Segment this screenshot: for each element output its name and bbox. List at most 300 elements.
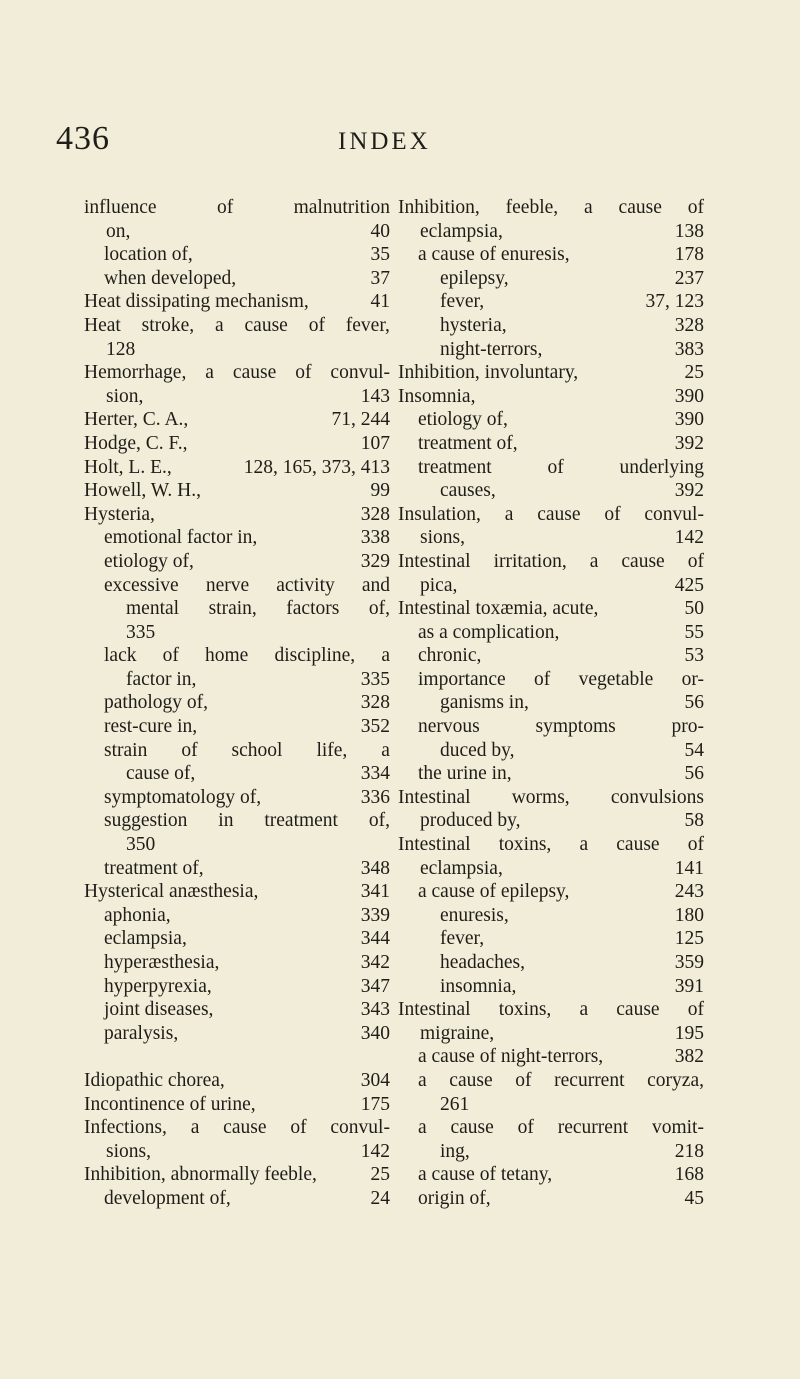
entry-text: eclampsia, [420,857,503,879]
entry-word: of [181,739,198,761]
entry-page-ref: 175 [360,1093,390,1115]
entry-page-ref: 99 [370,480,390,502]
entry-line [418,975,704,999]
entry-text: Herter, C. A., [84,409,189,431]
index-entry [398,196,704,243]
entry-line [104,550,390,574]
entry-word: activity [276,574,335,596]
index-entry [84,432,390,456]
entry-line [84,503,390,527]
entry-line [104,243,390,267]
entry-word: of [687,999,704,1021]
index-subentry [84,715,390,739]
entry-text: a cause of enuresis, [418,244,570,266]
entry-page-ref: 328 [360,503,390,525]
entry-line [84,385,390,409]
entry-text: etiology of, [418,409,508,431]
entry-word: malnutrition [293,197,390,218]
entry-page-ref: 143 [360,385,390,407]
entry-word: of [534,668,551,690]
index-subentry [398,1187,704,1211]
entry-line [84,456,390,480]
entry-word: Hemorrhage, [84,362,187,384]
entry-word: life, [316,739,348,761]
entry-line [84,338,390,362]
index-subentry [398,904,704,928]
entry-text: a cause of tetany, [418,1164,553,1186]
index-entry [398,385,704,409]
entry-word: underlying [619,456,704,478]
index-entry [398,597,704,621]
entry-page-ref: 243 [674,881,704,903]
entry-line [84,1093,390,1117]
entry-page-ref: 45 [684,1187,704,1209]
entry-line [104,809,390,833]
entry-page-ref: 237 [674,267,704,289]
entry-text: sions, [106,1140,151,1162]
entry-text: hyperpyrexia, [104,975,212,997]
entry-text: Incontinence of urine, [84,1093,256,1115]
entry-text: migraine, [420,1022,495,1044]
entry-line [84,220,390,244]
entry-page-ref: 347 [360,975,390,997]
entry-text: on, [106,220,131,242]
entry-word: Intestinal [398,786,471,808]
entry-line [84,290,390,314]
entry-word: a [381,645,390,667]
entry-word: toxins, [498,999,552,1021]
entry-text: hysteria, [440,314,507,336]
entry-word: toxins, [498,834,552,856]
index-subentry [84,786,390,810]
index-entry [84,1116,390,1163]
entry-word: cause [449,1069,493,1091]
entry-page-ref: 37, 123 [645,291,704,313]
entry-line [104,668,390,692]
entry-line [84,1069,390,1093]
entry-page-ref: 141 [674,857,704,879]
entry-page-ref: 54 [684,739,704,761]
entry-word: convul- [644,503,704,525]
entry-page-ref: 24 [370,1187,390,1209]
entry-page-ref: 338 [360,527,390,549]
entry-text: symptomatology of, [104,786,262,808]
index-entry [84,1093,390,1117]
right-index-column [398,196,704,1211]
entry-text: enuresis, [440,904,509,926]
entry-word: in [218,810,234,832]
entry-page-ref: 107 [360,432,390,454]
entry-text: insomnia, [440,975,517,997]
entry-word: of [515,1069,532,1091]
entry-line [418,408,704,432]
entry-word: cause [618,197,662,218]
entry-line [84,1140,390,1164]
index-entry [84,408,390,432]
entry-word: recurrent [554,1069,625,1091]
entry-text: Hysteria, [84,503,155,525]
entry-line [418,338,704,362]
entry-word: importance [418,668,506,690]
entry-page-ref: 138 [674,220,704,242]
entry-page-ref: 35 [370,244,390,266]
index-subentry [84,739,390,786]
entry-page-ref: 336 [360,786,390,808]
index-subentry [398,668,704,715]
entry-text: fever, [440,928,485,950]
entry-line [104,267,390,291]
entry-word: nervous [418,716,480,738]
index-entry [398,786,704,833]
index-subentry [84,574,390,645]
entry-page-ref: 71, 244 [331,409,390,431]
entry-page-ref: 328 [674,314,704,336]
entry-page-ref: 25 [370,1164,390,1186]
entry-word: or- [681,668,704,690]
entry-line [418,927,704,951]
entry-text: Insomnia, [398,385,476,407]
entry-line [418,456,704,480]
entry-page-ref: 343 [360,999,390,1021]
page-number: 436 [56,120,110,157]
entry-page-ref: 342 [360,952,390,973]
entry-line [104,762,390,786]
entry-page-ref: 41 [370,291,390,313]
entry-page-ref: 339 [360,904,390,926]
entry-word: Intestinal [398,834,471,856]
entry-page-ref: 340 [360,1022,390,1044]
entry-word: mental [126,598,180,620]
entry-text: treatment of, [104,857,204,879]
entry-word: recurrent [557,1117,629,1139]
entry-word: excessive [104,574,179,596]
entry-line [84,361,390,385]
entry-word: a [205,362,214,384]
index-entry [84,314,390,361]
entry-word: cause [223,1117,267,1139]
left-index-column [84,196,390,1211]
index-subentry [84,951,390,975]
index-entry [398,503,704,550]
index-subentry [84,1022,390,1046]
entry-word: cause [621,550,665,572]
entry-text: causes, [440,480,496,502]
entry-line [418,1045,704,1069]
index-subentry [398,290,704,314]
entry-text: eclampsia, [104,928,187,950]
entry-word: treatment [264,810,338,832]
entry-page-ref: 178 [674,244,704,266]
entry-word: a [584,197,593,218]
entry-line [418,762,704,786]
index-subentry [84,1187,390,1211]
entry-page-ref: 40 [370,220,390,242]
entry-page-ref: 329 [360,550,390,572]
entry-word: convulsions [610,786,704,808]
entry-word: a [504,503,514,525]
index-subentry [398,456,704,503]
index-subentry [84,526,390,550]
entry-word: a [579,834,589,856]
entry-page-ref: 53 [684,645,704,667]
entry-word: a [190,1117,200,1139]
entry-word: cause [616,834,660,856]
entry-gap [84,1045,390,1069]
entry-text: etiology of, [104,550,194,572]
entry-text: Inhibition, involuntary, [398,362,579,384]
entry-line [398,574,704,598]
index-subentry [398,951,704,975]
entry-text: as a complication, [418,621,560,643]
entry-word: factors [286,598,340,620]
entry-line [104,975,390,999]
entry-text: eclampsia, [420,220,503,242]
entry-text: location of, [104,244,193,266]
entry-text: Inhibition, abnormally feeble, [84,1164,317,1186]
entry-word: home [205,645,249,667]
entry-word: pro- [671,716,704,738]
entry-page-ref: 335 [360,668,390,690]
index-subentry [398,314,704,338]
entry-line [418,668,704,692]
entry-word: fever, [345,314,390,336]
entry-line [418,739,704,763]
index-subentry [398,644,704,668]
entry-text: Intestinal toxæmia, acute, [398,598,599,620]
entry-text: cause of, [126,763,196,785]
entry-word: strain, [208,598,257,620]
entry-line [84,880,390,904]
entry-word: of [162,645,179,667]
entry-word: stroke, [141,314,195,336]
entry-line [418,479,704,503]
entry-page-ref: 142 [674,527,704,549]
entry-line [104,1022,390,1046]
index-entry [84,479,390,503]
entry-text: sions, [420,527,465,549]
entry-word: and [361,574,390,596]
entry-page-ref: 348 [360,857,390,879]
entry-text: duced by, [440,739,515,761]
entry-page-ref: 390 [674,409,704,431]
index-entry [84,503,390,527]
entry-word: Inhibition, [398,197,480,218]
entry-line [84,408,390,432]
entry-word: of [687,197,704,218]
entry-word: a [589,550,599,572]
index-subentry [398,432,704,456]
entry-line [418,715,704,739]
index-subentry [398,715,704,762]
entry-page-ref: 128, 165, 373, 413 [243,456,390,478]
index-subentry [398,621,704,645]
entry-line [418,1116,704,1140]
entry-word: Insulation, [398,503,481,525]
entry-page-ref: 218 [674,1140,704,1162]
entry-line [398,786,704,810]
entry-text: joint diseases, [104,999,214,1021]
entry-word: cause [450,1117,494,1139]
index-entry [398,550,704,597]
entry-text: development of, [104,1187,231,1209]
entry-line [104,644,390,668]
index-subentry [398,1163,704,1187]
entry-text: a cause of epilepsy, [418,881,570,903]
entry-page-ref: 25 [684,362,704,384]
index-entry [84,880,390,904]
entry-text: pathology of, [104,692,208,714]
index-subentry [398,975,704,999]
entry-word: of [216,197,234,218]
entry-page-ref: 391 [674,975,704,997]
entry-text: sion, [106,385,144,407]
entry-page-ref: 56 [684,692,704,714]
entry-text: a cause of night-terrors, [418,1046,604,1068]
entry-word: convul- [330,1117,390,1139]
entry-line [398,597,704,621]
entry-text: Holt, L. E., [84,456,172,478]
entry-line [418,1187,704,1211]
entry-word: convul- [330,362,390,384]
entry-word: of [687,550,704,572]
entry-word: school [231,739,283,761]
entry-line [398,550,704,574]
entry-line [398,526,704,550]
entry-line [84,432,390,456]
running-head: INDEX [338,128,431,155]
entry-word: Infections, [84,1117,167,1139]
entry-text: night-terrors, [440,338,543,360]
entry-text: aphonia, [104,904,171,926]
entry-line [398,857,704,881]
index-subentry [398,243,704,267]
entry-page-ref: 390 [674,385,704,407]
entry-text: emotional factor in, [104,527,258,549]
entry-line [418,290,704,314]
entry-text: Idiopathic chorea, [84,1069,225,1091]
entry-word: lack [104,645,137,667]
entry-word: strain [104,739,148,761]
entry-text: hyperæsthesia, [104,952,220,973]
entry-page-ref: 341 [360,881,390,903]
entry-word: a [418,1117,427,1139]
entry-word: of, [368,810,390,832]
index-subentry [398,1045,704,1069]
entry-line [104,786,390,810]
entry-page-ref: 128 [106,338,136,360]
entry-line [398,503,704,527]
entry-page-ref: 392 [674,432,704,454]
entry-line [104,691,390,715]
entry-word: irritation, [493,550,567,572]
entry-line [84,1163,390,1187]
entry-line [418,432,704,456]
entry-text: pica, [420,574,458,596]
entry-page-ref: 352 [360,716,390,738]
entry-line [104,597,390,621]
index-subentry [398,267,704,291]
entry-word: of [290,1117,307,1139]
entry-line [398,833,704,857]
entry-line [84,314,390,338]
entry-word: of [295,362,312,384]
index-subentry [84,644,390,691]
entry-line [104,927,390,951]
entry-text: paralysis, [104,1022,179,1044]
index-subentry [84,857,390,881]
entry-line [398,220,704,244]
entry-word: vegetable [578,668,654,690]
entry-line [84,479,390,503]
entry-page-ref: 425 [674,574,704,596]
entry-page-ref: 382 [674,1046,704,1068]
entry-text: the urine in, [418,763,512,785]
index-subentry [398,1116,704,1163]
index-entry [84,361,390,408]
entry-text: produced by, [420,810,521,832]
entry-word: cause [537,503,581,525]
entry-text: Howell, W. H., [84,480,201,502]
entry-word: of [687,834,704,856]
entry-line [418,1069,704,1093]
entry-word: worms, [511,786,570,808]
entry-line [398,361,704,385]
index-subentry [84,998,390,1022]
entry-text: factor in, [126,668,197,690]
entry-word: of [308,314,325,336]
entry-word: of [517,1117,534,1139]
index-subentry [84,691,390,715]
entry-line [104,574,390,598]
entry-word: a [381,739,390,761]
index-subentry [398,927,704,951]
entry-line [418,951,704,975]
entry-word: nerve [205,574,250,596]
entry-line [418,691,704,715]
entry-line [104,1187,390,1211]
index-entry [84,1163,390,1187]
entry-text: headaches, [440,952,525,973]
entry-page-ref: 56 [684,763,704,785]
entry-page-ref: 334 [360,763,390,785]
entry-word: suggestion [104,810,188,832]
entry-word: cause [616,999,660,1021]
entry-word: a [579,999,589,1021]
entry-page-ref: 383 [674,338,704,360]
entry-line [104,739,390,763]
entry-text: origin of, [418,1187,491,1209]
entry-line [104,715,390,739]
entry-word: a [215,314,224,336]
entry-word: Intestinal [398,550,471,572]
entry-text: treatment of, [418,432,518,454]
entry-page-ref: 195 [674,1022,704,1044]
entry-page-ref: 328 [360,692,390,714]
entry-word: symptoms [535,716,616,738]
entry-line [418,243,704,267]
entry-line [418,644,704,668]
index-entry [398,361,704,385]
entry-line [104,833,390,857]
entry-line [418,904,704,928]
entry-text: Hysterical anæsthesia, [84,881,259,903]
index-entry [84,290,390,314]
index-subentry [84,267,390,291]
index-subentry [84,927,390,951]
entry-line [418,880,704,904]
entry-text: ganisms in, [440,692,529,714]
entry-text: fever, [440,291,485,313]
